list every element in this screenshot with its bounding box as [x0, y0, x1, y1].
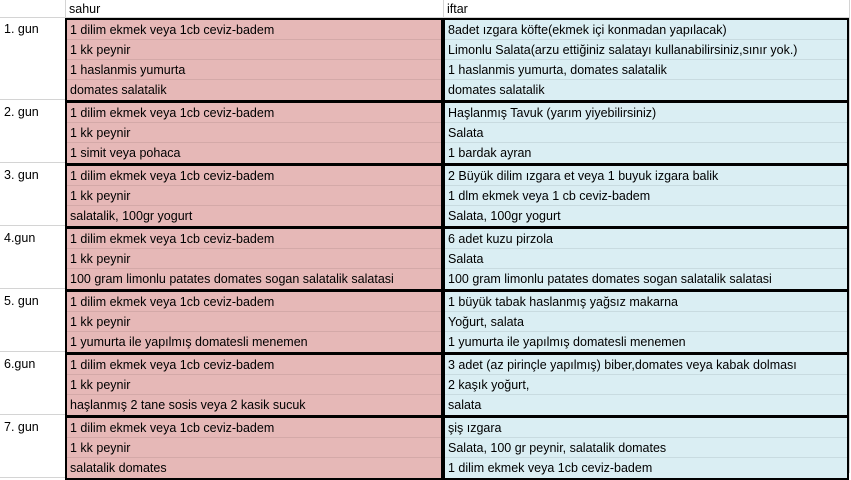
sahur-cell[interactable]: 1 kk peynir: [67, 249, 441, 269]
sahur-cell[interactable]: salatalik domates: [70, 461, 167, 475]
iftar-block: [443, 227, 849, 291]
iftar-cell[interactable]: Salata, 100 gr peynir, salatalik domates: [445, 438, 847, 458]
day-label-cell[interactable]: [0, 227, 65, 289]
sahur-cell[interactable]: 1 kk peynir: [67, 312, 441, 332]
sahur-cell[interactable]: 1 kk peynir: [67, 40, 441, 60]
sahur-cell[interactable]: 1 yumurta ile yapılmış domatesli menemen: [70, 335, 308, 349]
iftar-cell[interactable]: 2 kaşık yoğurt,: [445, 375, 847, 395]
header-cell-empty[interactable]: [0, 0, 65, 18]
sahur-block: [65, 101, 443, 165]
iftar-cell[interactable]: 1 yumurta ile yapılmış domatesli menemen: [448, 335, 686, 349]
iftar-cell[interactable]: 8adet ızgara köfte(ekmek içi konmadan yapılacak): [445, 20, 847, 40]
iftar-cell[interactable]: şiş ızgara: [445, 418, 847, 438]
sahur-cell[interactable]: haşlanmış 2 tane sosis veya 2 kasik sucuk: [70, 398, 306, 412]
iftar-block: [443, 164, 849, 228]
day-label: 3. gun: [4, 168, 39, 182]
day-label-cell[interactable]: [0, 18, 65, 100]
header-cell-iftar[interactable]: iftar: [443, 0, 849, 18]
iftar-block: [443, 290, 849, 354]
day-label: 2. gun: [4, 105, 39, 119]
sahur-block: [65, 416, 443, 480]
sahur-block: [65, 164, 443, 228]
day-label: 1. gun: [4, 22, 39, 36]
sahur-block: [65, 290, 443, 354]
sahur-cell[interactable]: 1 dilim ekmek veya 1cb ceviz-badem: [67, 229, 441, 249]
sahur-cell[interactable]: 1 haslanmis yumurta: [67, 60, 441, 80]
iftar-cell[interactable]: 6 adet kuzu pirzola: [445, 229, 847, 249]
sahur-cell[interactable]: 1 kk peynir: [67, 438, 441, 458]
iftar-cell[interactable]: 1 dilim ekmek veya 1cb ceviz-badem: [448, 461, 653, 475]
iftar-cell[interactable]: 1 büyük tabak haslanmış yağsız makarna: [445, 292, 847, 312]
sahur-cell[interactable]: 1 simit veya pohaca: [70, 146, 181, 160]
sahur-cell[interactable]: 1 kk peynir: [67, 186, 441, 206]
sahur-cell[interactable]: 100 gram limonlu patates domates sogan salatalik salatasi: [70, 272, 394, 286]
sahur-cell[interactable]: 1 dilim ekmek veya 1cb ceviz-badem: [67, 292, 441, 312]
iftar-cell[interactable]: Yoğurt, salata: [445, 312, 847, 332]
day-label: 6.gun: [4, 357, 36, 371]
day-label-cell[interactable]: [0, 101, 65, 163]
sahur-block: [65, 227, 443, 291]
day-label-cell[interactable]: [0, 164, 65, 226]
sahur-cell[interactable]: 1 dilim ekmek veya 1cb ceviz-badem: [67, 418, 441, 438]
iftar-cell[interactable]: 1 dlm ekmek veya 1 cb ceviz-badem: [445, 186, 847, 206]
sahur-block: [65, 353, 443, 417]
iftar-cell[interactable]: 1 bardak ayran: [448, 146, 532, 160]
iftar-block: [443, 18, 849, 102]
day-label-cell[interactable]: [0, 416, 65, 478]
iftar-cell[interactable]: 2 Büyük dilim ızgara et veya 1 buyuk izgara balik: [445, 166, 847, 186]
gridline: [849, 0, 850, 473]
sahur-cell[interactable]: domates salatalik: [70, 83, 167, 97]
iftar-block: [443, 353, 849, 417]
sahur-block: [65, 18, 443, 102]
iftar-cell[interactable]: 100 gram limonlu patates domates sogan salatalik salatasi: [448, 272, 772, 286]
sahur-cell[interactable]: 1 dilim ekmek veya 1cb ceviz-badem: [67, 20, 441, 40]
iftar-cell[interactable]: 3 adet (az pirinçle yapılmış) biber,domates veya kabak dolması: [445, 355, 847, 375]
sahur-cell[interactable]: salatalik, 100gr yogurt: [70, 209, 193, 223]
sahur-cell[interactable]: 1 dilim ekmek veya 1cb ceviz-badem: [67, 103, 441, 123]
day-label: 7. gun: [4, 420, 39, 434]
iftar-block: [443, 101, 849, 165]
day-label-cell[interactable]: [0, 353, 65, 415]
iftar-cell[interactable]: Salata: [445, 123, 847, 143]
iftar-cell[interactable]: salata: [448, 398, 482, 412]
iftar-cell[interactable]: 1 haslanmis yumurta, domates salatalik: [445, 60, 847, 80]
day-label-cell[interactable]: [0, 290, 65, 352]
sahur-cell[interactable]: 1 kk peynir: [67, 123, 441, 143]
iftar-cell[interactable]: Limonlu Salata(arzu ettiğiniz salatayı kullanabilirsiniz,sınır yok.): [445, 40, 847, 60]
day-label: 4.gun: [4, 231, 36, 245]
sahur-cell[interactable]: 1 kk peynir: [67, 375, 441, 395]
iftar-cell[interactable]: Salata, 100gr yogurt: [448, 209, 561, 223]
iftar-cell[interactable]: Haşlanmış Tavuk (yarım yiyebilirsiniz): [445, 103, 847, 123]
iftar-cell[interactable]: domates salatalik: [448, 83, 545, 97]
iftar-block: [443, 416, 849, 480]
day-label: 5. gun: [4, 294, 39, 308]
iftar-cell[interactable]: Salata: [445, 249, 847, 269]
sahur-cell[interactable]: 1 dilim ekmek veya 1cb ceviz-badem: [67, 355, 441, 375]
header-cell-sahur[interactable]: sahur: [65, 0, 443, 18]
sahur-cell[interactable]: 1 dilim ekmek veya 1cb ceviz-badem: [67, 166, 441, 186]
